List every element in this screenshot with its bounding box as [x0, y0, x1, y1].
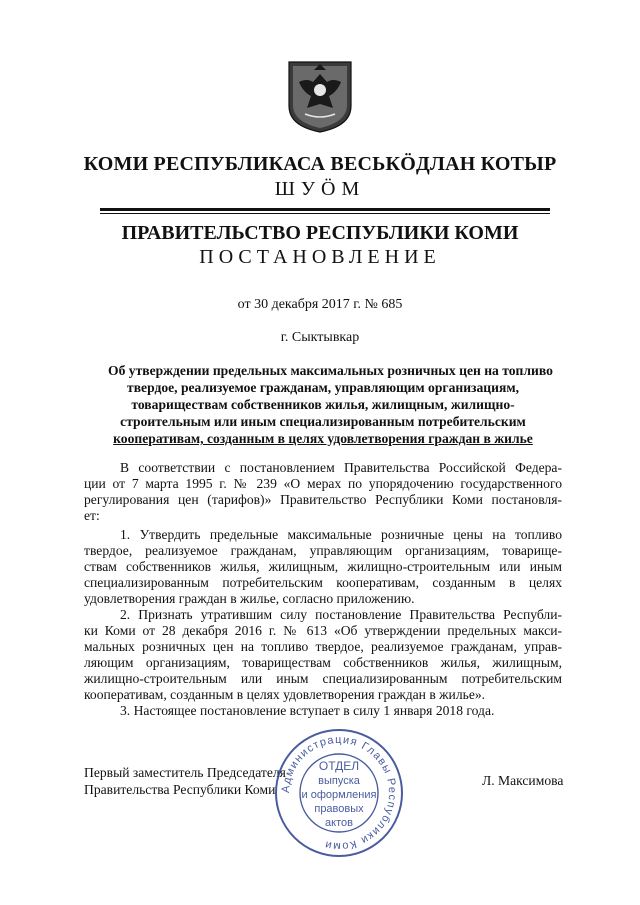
- body-line: твердое, реализуемое гражданам, управляющим организациям, товарище-: [84, 543, 562, 558]
- document-subject: [108, 362, 553, 447]
- body-line: ляющим организациям, товариществам собственников жилья, жилищным,: [84, 655, 562, 670]
- body-line: регулирования цен (тарифов)» Правительство Республики Коми постановля-: [84, 492, 562, 507]
- document-body: [84, 460, 562, 719]
- signatory-name: Л. Максимова: [482, 773, 564, 788]
- body-line: кооперативам, созданным в целях удовлетворения граждан в жилье».: [84, 687, 486, 702]
- signatory-position-line: Первый заместитель Председателя: [84, 765, 286, 780]
- svg-text:правовых: правовых: [314, 803, 364, 815]
- body-line: ции от 7 марта 1995 г. № 239 «О мерах по упорядочению государственного: [84, 476, 562, 491]
- body-line: 2. Признать утратившим силу постановление Правительства Республи-: [120, 607, 562, 622]
- svg-text:ОТДЕЛ: ОТДЕЛ: [318, 759, 360, 773]
- body-line: мальных розничных цен на топливо твердое, реализуемое гражданам, управ-: [84, 639, 562, 654]
- signatory-position-line: Правительства Республики Коми: [84, 782, 276, 797]
- body-line: ствам собственников жилья, жилищным, жилищно-строительным или иным: [84, 559, 562, 574]
- body-line: специализированным потребительским кооперативам, созданным в целях: [84, 575, 562, 590]
- komi-header-subtitle: ШУӦМ: [274, 178, 366, 200]
- government-title: ПРАВИТЕЛЬСТВО РЕСПУБЛИКИ КОМИ: [121, 222, 519, 244]
- svg-text:выпуска: выпуска: [318, 775, 360, 787]
- subject-line: кооперативам, созданным в целях удовлетворения граждан в жилье: [113, 431, 533, 446]
- body-line: 3. Настоящее постановление вступает в силу 1 января 2018 года.: [120, 703, 495, 718]
- body-line: удовлетворения граждан в жилье, согласно приложению.: [84, 591, 415, 606]
- subject-line: твердое, реализуемое гражданам, управляющим организациям,: [127, 380, 519, 395]
- subject-line: строительным или иным специализированным потребительским: [120, 414, 526, 429]
- svg-text:Администрация Главы Республики: Администрация Главы Республики Коми: [279, 733, 399, 853]
- body-line: жилищно-строительным или иным специализированным потребительским: [84, 671, 562, 686]
- document-city: г. Сыктывкар: [280, 330, 360, 345]
- header-divider-thin: [100, 213, 550, 214]
- subject-line: товариществам собственников жилья, жилищным, жилищно-: [131, 397, 515, 412]
- body-line: В соответствии с постановлением Правительства Российской Федера-: [120, 460, 562, 475]
- body-line: ки Коми от 28 декабря 2016 г. № 613 «Об утверждении предельных макси-: [84, 623, 562, 638]
- document-type: ПОСТАНОВЛЕНИЕ: [199, 246, 441, 268]
- official-stamp: [272, 726, 406, 860]
- signatory-position: [84, 764, 286, 798]
- subject-line: Об утверждении предельных максимальных розничных цен на топливо: [108, 363, 553, 378]
- komi-coat-of-arms-icon: [287, 60, 353, 134]
- body-line: 1. Утвердить предельные максимальные розничные цены на топливо: [120, 527, 562, 542]
- header-divider-thick: [100, 208, 550, 211]
- body-line: ет:: [84, 508, 100, 523]
- komi-header-title: КОМИ РЕСПУБЛИКАСА ВЕСЬКӦДЛАН КОТЫР: [83, 153, 557, 175]
- svg-text:актов: актов: [325, 817, 353, 829]
- document-date-number: от 30 декабря 2017 г. № 685: [237, 297, 403, 312]
- svg-text:и оформления: и оформления: [301, 789, 377, 801]
